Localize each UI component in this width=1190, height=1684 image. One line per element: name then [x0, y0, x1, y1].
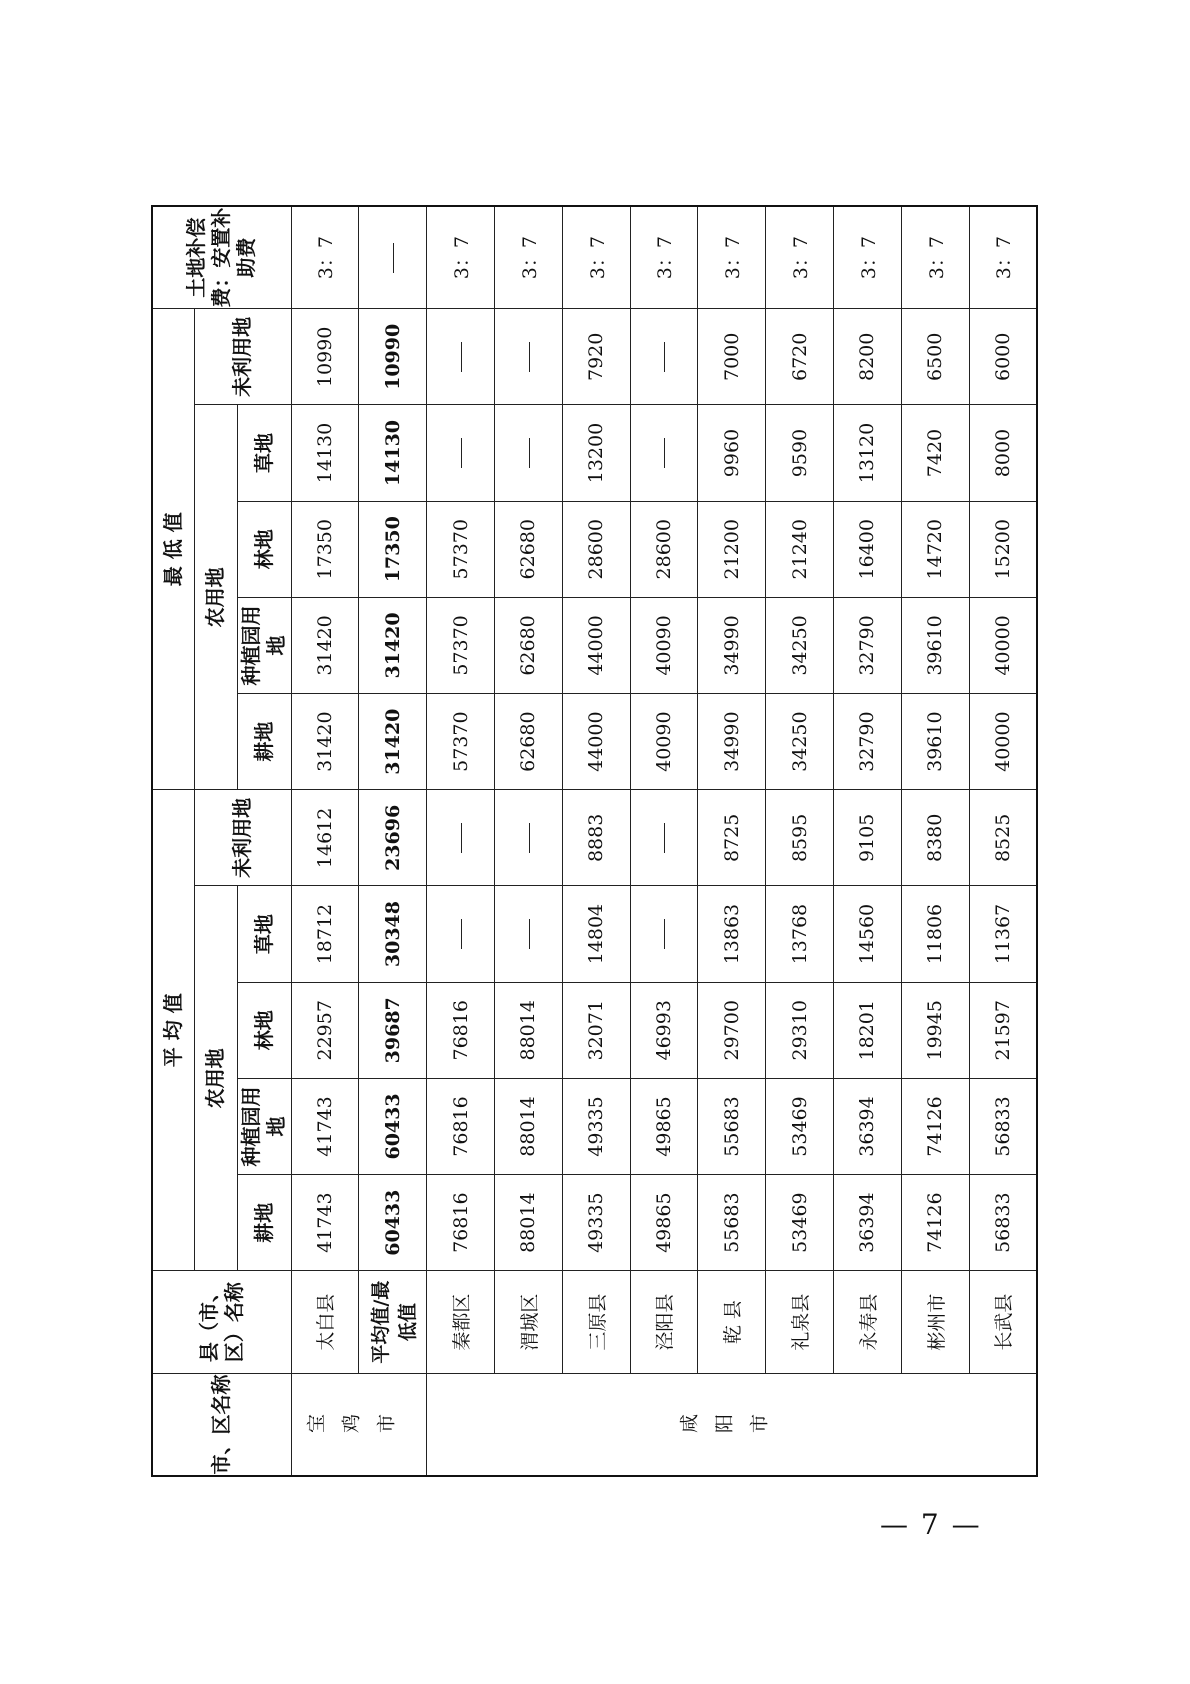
- value-cell: 44000: [562, 597, 630, 693]
- value-cell: 22957: [291, 982, 359, 1078]
- table-row: [291, 206, 359, 1476]
- value-cell: 3：7: [834, 206, 902, 309]
- header-forest-avg: 林地: [237, 982, 291, 1078]
- value-cell: 6500: [901, 309, 969, 405]
- value-cell: 32790: [834, 694, 902, 790]
- empty-dash: [664, 342, 665, 372]
- value-cell: 32790: [834, 597, 902, 693]
- value-cell: 40090: [630, 597, 698, 693]
- value-cell: 10990: [359, 309, 427, 405]
- value-cell: 31420: [291, 597, 359, 693]
- value-cell: 16400: [834, 501, 902, 597]
- value-cell: 14612: [291, 790, 359, 886]
- value-cell: 36394: [834, 1078, 902, 1174]
- value-cell: 40090: [630, 694, 698, 790]
- city-name-cell: 咸阳市: [427, 1373, 1037, 1476]
- value-cell: 10990: [291, 309, 359, 405]
- value-cell: 57370: [427, 597, 495, 693]
- value-cell: [494, 405, 562, 501]
- value-cell: [494, 790, 562, 886]
- value-cell: 29700: [698, 982, 766, 1078]
- value-cell: 34990: [698, 694, 766, 790]
- value-cell: 34250: [766, 597, 834, 693]
- value-cell: 19945: [901, 982, 969, 1078]
- value-cell: [630, 790, 698, 886]
- table-row: [901, 206, 969, 1476]
- table-row: [630, 206, 698, 1476]
- value-cell: 40000: [969, 597, 1037, 693]
- empty-dash: [664, 438, 665, 468]
- value-cell: 18712: [291, 886, 359, 982]
- value-cell: 6000: [969, 309, 1037, 405]
- header-forest-min: 林地: [237, 501, 291, 597]
- value-cell: 15200: [969, 501, 1037, 597]
- header-average: 平 均 值: [152, 790, 194, 1271]
- table-body: [291, 206, 1037, 1476]
- value-cell: 39687: [359, 982, 427, 1078]
- value-cell: 13120: [834, 405, 902, 501]
- county-name-cell: 渭城区: [494, 1271, 562, 1374]
- county-name-cell: 乾 县: [698, 1271, 766, 1374]
- value-cell: 11806: [901, 886, 969, 982]
- county-name-cell: 三原县: [562, 1271, 630, 1374]
- value-cell: 8883: [562, 790, 630, 886]
- value-cell: 17350: [359, 501, 427, 597]
- header-plantation-min: 种植园用地: [237, 597, 291, 693]
- value-cell: 74126: [901, 1175, 969, 1271]
- value-cell: 74126: [901, 1078, 969, 1174]
- value-cell: 3：7: [427, 206, 495, 309]
- value-cell: 62680: [494, 597, 562, 693]
- header-cultivated-avg: 耕地: [237, 1175, 291, 1271]
- value-cell: 14560: [834, 886, 902, 982]
- value-cell: 62680: [494, 694, 562, 790]
- value-cell: [427, 790, 495, 886]
- header-minimum: 最 低 值: [152, 309, 194, 790]
- value-cell: 53469: [766, 1175, 834, 1271]
- header-county-name: 县（市、区）名称: [152, 1271, 291, 1374]
- value-cell: 3：7: [901, 206, 969, 309]
- value-cell: 28600: [630, 501, 698, 597]
- empty-dash: [461, 823, 462, 853]
- value-cell: 21240: [766, 501, 834, 597]
- land-compensation-table: [151, 205, 1038, 1477]
- header-plantation-avg: 种植园用地: [237, 1078, 291, 1174]
- county-name-cell: 礼泉县: [766, 1271, 834, 1374]
- header-unused-min: 未利用地: [194, 309, 291, 405]
- value-cell: 57370: [427, 501, 495, 597]
- value-cell: 3：7: [766, 206, 834, 309]
- table-row: [427, 206, 495, 1476]
- value-cell: 76816: [427, 982, 495, 1078]
- value-cell: 17350: [291, 501, 359, 597]
- value-cell: 32071: [562, 982, 630, 1078]
- value-cell: 88014: [494, 982, 562, 1078]
- value-cell: [427, 309, 495, 405]
- value-cell: 60433: [359, 1078, 427, 1174]
- table-row: [562, 206, 630, 1476]
- table-row: [359, 206, 427, 1476]
- value-cell: 88014: [494, 1078, 562, 1174]
- header-unused-avg: 未利用地: [194, 790, 291, 886]
- value-cell: 49865: [630, 1078, 698, 1174]
- header-ratio: 土地补偿费：安置补助费: [152, 206, 291, 309]
- value-cell: 36394: [834, 1175, 902, 1271]
- value-cell: 56833: [969, 1175, 1037, 1271]
- value-cell: 14130: [359, 405, 427, 501]
- value-cell: 55683: [698, 1078, 766, 1174]
- header-agri-land-min: 农用地: [194, 405, 237, 790]
- value-cell: 30348: [359, 886, 427, 982]
- value-cell: 7000: [698, 309, 766, 405]
- value-cell: 8000: [969, 405, 1037, 501]
- value-cell: 3：7: [630, 206, 698, 309]
- value-cell: 11367: [969, 886, 1037, 982]
- county-name-cell: 泾阳县: [630, 1271, 698, 1374]
- value-cell: 14130: [291, 405, 359, 501]
- empty-dash: [529, 438, 530, 468]
- value-cell: [494, 886, 562, 982]
- city-name-cell: 宝鸡市: [291, 1373, 427, 1476]
- empty-dash: [461, 342, 462, 372]
- header-city-name: 市、区名称: [152, 1373, 291, 1476]
- value-cell: 6720: [766, 309, 834, 405]
- value-cell: 88014: [494, 1175, 562, 1271]
- value-cell: 41743: [291, 1175, 359, 1271]
- county-name-cell: 秦都区: [427, 1271, 495, 1374]
- page-number: — 7 —: [880, 1508, 982, 1541]
- value-cell: 28600: [562, 501, 630, 597]
- value-cell: 62680: [494, 501, 562, 597]
- empty-dash: [529, 342, 530, 372]
- county-name-cell: 长武县: [969, 1271, 1037, 1374]
- value-cell: 46993: [630, 982, 698, 1078]
- value-cell: 3：7: [698, 206, 766, 309]
- value-cell: 76816: [427, 1175, 495, 1271]
- value-cell: 13768: [766, 886, 834, 982]
- county-name-cell: 永寿县: [834, 1271, 902, 1374]
- value-cell: 39610: [901, 597, 969, 693]
- rotated-table-container: [151, 205, 1038, 1477]
- value-cell: 60433: [359, 1175, 427, 1271]
- value-cell: [630, 405, 698, 501]
- value-cell: 8725: [698, 790, 766, 886]
- value-cell: 41743: [291, 1078, 359, 1174]
- value-cell: 14804: [562, 886, 630, 982]
- header-grass-min: 草地: [237, 405, 291, 501]
- value-cell: 44000: [562, 694, 630, 790]
- value-cell: 9105: [834, 790, 902, 886]
- value-cell: 31420: [359, 694, 427, 790]
- county-name-cell: 平均值/最低值: [359, 1271, 427, 1374]
- value-cell: 49335: [562, 1078, 630, 1174]
- table-row: [766, 206, 834, 1476]
- value-cell: 14720: [901, 501, 969, 597]
- value-cell: [359, 206, 427, 309]
- value-cell: 8595: [766, 790, 834, 886]
- empty-dash: [461, 438, 462, 468]
- value-cell: [427, 886, 495, 982]
- empty-dash: [664, 823, 665, 853]
- value-cell: 3：7: [494, 206, 562, 309]
- value-cell: 39610: [901, 694, 969, 790]
- county-name-cell: 彬州市: [901, 1271, 969, 1374]
- header-cultivated-min: 耕地: [237, 694, 291, 790]
- value-cell: 56833: [969, 1078, 1037, 1174]
- value-cell: [630, 309, 698, 405]
- value-cell: 9960: [698, 405, 766, 501]
- county-name-cell: 太白县: [291, 1271, 359, 1374]
- value-cell: 23696: [359, 790, 427, 886]
- value-cell: 34990: [698, 597, 766, 693]
- empty-dash: [529, 823, 530, 853]
- value-cell: 21200: [698, 501, 766, 597]
- empty-dash: [461, 919, 462, 949]
- value-cell: 7420: [901, 405, 969, 501]
- table-row: [969, 206, 1037, 1476]
- value-cell: 13863: [698, 886, 766, 982]
- empty-dash: [393, 243, 394, 273]
- value-cell: 49335: [562, 1175, 630, 1271]
- value-cell: 55683: [698, 1175, 766, 1271]
- table-row: [834, 206, 902, 1476]
- value-cell: 49865: [630, 1175, 698, 1271]
- table-row: [698, 206, 766, 1476]
- value-cell: 18201: [834, 982, 902, 1078]
- header-grass-avg: 草地: [237, 886, 291, 982]
- value-cell: [630, 886, 698, 982]
- value-cell: 53469: [766, 1078, 834, 1174]
- value-cell: 8380: [901, 790, 969, 886]
- value-cell: 57370: [427, 694, 495, 790]
- empty-dash: [529, 919, 530, 949]
- header-agri-land-avg: 农用地: [194, 886, 237, 1271]
- value-cell: 76816: [427, 1078, 495, 1174]
- value-cell: [494, 309, 562, 405]
- value-cell: 31420: [291, 694, 359, 790]
- value-cell: 21597: [969, 982, 1037, 1078]
- value-cell: 31420: [359, 597, 427, 693]
- value-cell: [427, 405, 495, 501]
- value-cell: 40000: [969, 694, 1037, 790]
- value-cell: 9590: [766, 405, 834, 501]
- value-cell: 13200: [562, 405, 630, 501]
- value-cell: 7920: [562, 309, 630, 405]
- value-cell: 8525: [969, 790, 1037, 886]
- table-row: [494, 206, 562, 1476]
- value-cell: 8200: [834, 309, 902, 405]
- value-cell: 3：7: [562, 206, 630, 309]
- value-cell: 29310: [766, 982, 834, 1078]
- value-cell: 3：7: [969, 206, 1037, 309]
- value-cell: 3：7: [291, 206, 359, 309]
- value-cell: 34250: [766, 694, 834, 790]
- empty-dash: [664, 919, 665, 949]
